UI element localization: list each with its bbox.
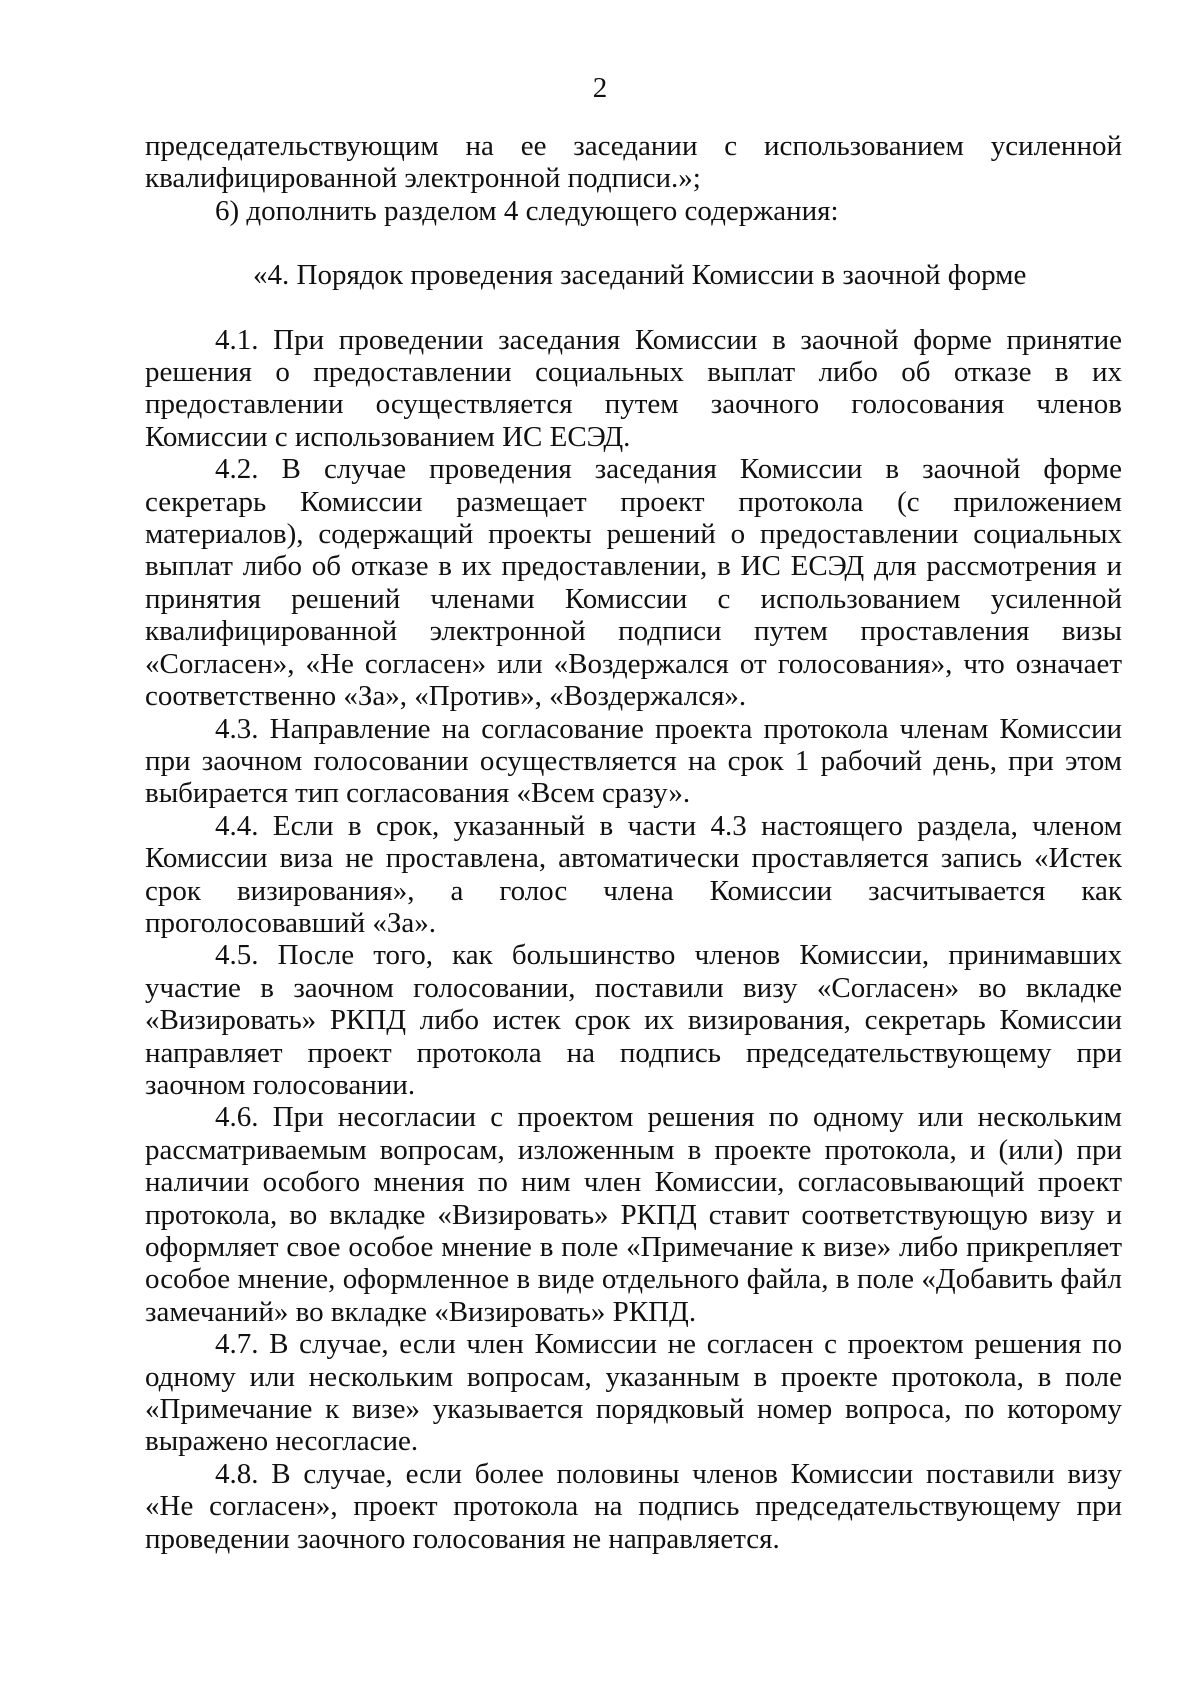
clause-4-2: 4.2. В случае проведения заседания Комиссии в заочной форме секретарь Комиссии размещает проект протокола (с приложением материалов), содержащий проекты решений о предоставлении социальных выплат либо об отказе в их предоставлении, в ИС ЕСЭД для рассмотрения и принятия решений членами Комиссии с использованием усиленной квалифицированной электронной подписи путем проставления визы «Согласен», «Не согласен» или «Воздержался от голосования», что означает соответственно «За», «Против», «Воздержался».: [145, 453, 1122, 713]
clause-4-7: 4.7. В случае, если член Комиссии не согласен с проектом решения по одному или нескольким вопросам, указанным в проекте протокола, в поле «Примечание к визе» указывается порядковый номер вопроса, по которому выражено несогласие.: [145, 1328, 1122, 1458]
clause-4-5: 4.5. После того, как большинство членов Комиссии, принимавших участие в заочном голосовании, поставили визу «Согласен» во вкладке «Визировать» РКПД либо истек срок их визирования, секретарь Комиссии направляет проект протокола на подпись председательствующему при заочном голосовании.: [145, 939, 1122, 1101]
clause-4-4: 4.4. Если в срок, указанный в части 4.3 настоящего раздела, членом Комиссии виза не проставлена, автоматически проставляется запись «Истек срок визирования», а голос члена Комиссии засчитывается как проголосовавший «За».: [145, 809, 1122, 939]
continuation-paragraph: председательствующим на ее заседании с использованием усиленной квалифицированной электронной подписи.»;: [145, 130, 1122, 195]
clause-4-1: 4.1. При проведении заседания Комиссии в заочной форме принятие решения о предоставлении социальных выплат либо об отказе в их предоставлении осуществляется путем заочного голосования членов Комиссии с использованием ИС ЕСЭД.: [145, 323, 1122, 453]
amendment-item-6: 6) дополнить разделом 4 следующего содержания:: [215, 194, 839, 227]
clause-4-8: 4.8. В случае, если более половины членов Комиссии поставили визу «Не согласен», проект протокола на подпись председательствующему при проведении заочного голосования не направляется.: [145, 1457, 1122, 1555]
page-number: 2: [592, 72, 608, 104]
clause-4-3: 4.3. Направление на согласование проекта протокола членам Комиссии при заочном голосовании осуществляется на срок 1 рабочий день, при этом выбирается тип согласования «Всем сразу».: [145, 712, 1122, 810]
clause-4-6: 4.6. При несогласии с проектом решения по одному или нескольким рассматриваемым вопросам, изложенным в проекте протокола, и (или) при наличии особого мнения по ним член Комиссии, согласовывающий проект протокола, во вкладке «Визировать» РКПД ставит соответствующую визу и оформляет свое особое мнение в поле «Примечание к визе» либо прикрепляет особое мнение, оформленное в виде отдельного файла, в поле «Добавить файл замечаний» во вкладке «Визировать» РКПД.: [145, 1101, 1122, 1328]
document-body: [145, 130, 1122, 1555]
section-4-heading: «4. Порядок проведения заседаний Комиссии в заочной форме: [253, 259, 1027, 292]
